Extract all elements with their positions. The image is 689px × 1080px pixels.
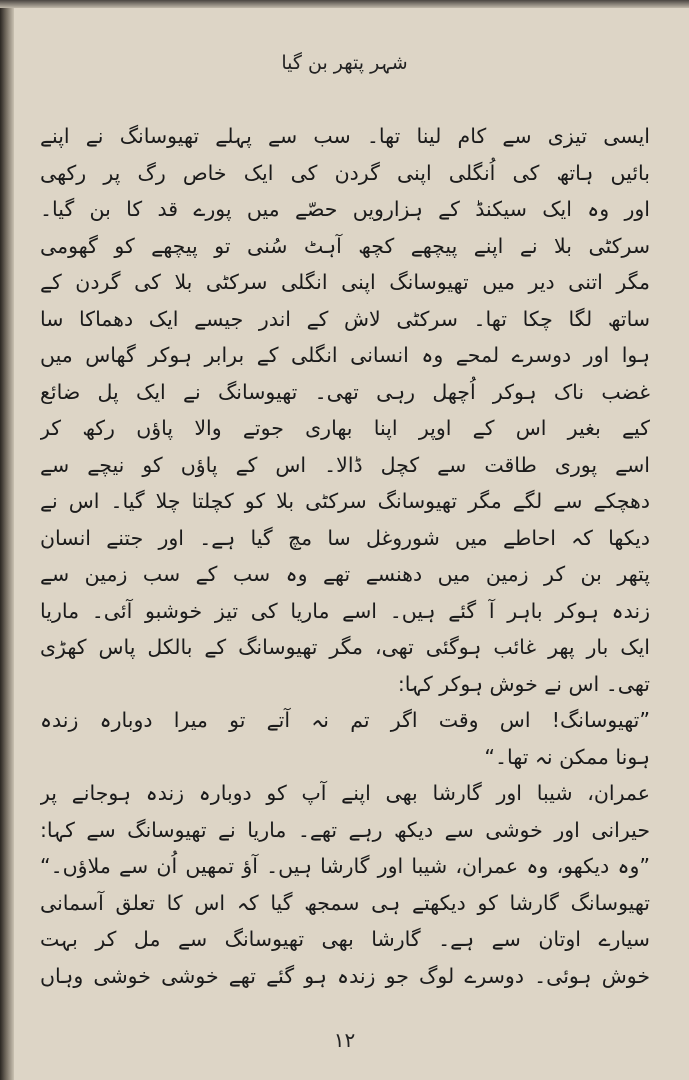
text-line: پتھر بن کر زمین میں دھنسے تھے وہ سب کے سب زمین سے [40,562,650,586]
text-line: ”تھیوسانگ! اس وقت اگر تم نہ آتے تو میرا دوبارہ زندہ [40,708,650,732]
text-line: کیے بغیر اس کے اوپر اپنا بھاری جوتے والا پاؤں رکھ کر [40,416,650,440]
text-line: اسے پوری طاقت سے کچل ڈالا۔ اس کے پاؤں کو نیچے سے [40,452,650,477]
page-top-edge [0,0,689,8]
text-line: دھچکے سے لگے مگر تھیوسانگ سرکٹی بلا کو کچلتا چلا گیا۔ اس نے [40,489,650,513]
body-text [40,118,650,994]
text-line: ایسی تیزی سے کام لینا تھا۔ سب سے پہلے تھیوسانگ نے اپنے [40,124,650,148]
text-line: زندہ ہوکر باہر آ گئے ہیں۔ اسے ماریا کی تیز خوشبو آئی۔ ماریا [40,598,650,623]
text-line: خوش ہوئی۔ دوسرے لوگ جو زندہ ہو گئے تھے خوشی خوشی وہاں [40,963,650,988]
text-line: عمران، شیبا اور گارشا بھی اپنے آپ کو دوبارہ زندہ ہوجانے پر [40,781,650,805]
text-line: تھیوسانگ گارشا کو دیکھتے ہی سمجھ گیا کہ اس کا تعلق آسمانی [40,890,650,915]
text-line: اور وہ ایک سیکنڈ کے ہزارویں حصّے میں پورے قد کا بن گیا۔ [40,197,650,221]
text-line: حیرانی اور خوشی سے دیکھ رہے تھے۔ ماریا نے تھیوسانگ سے کہا: [40,817,650,842]
book-spine-shadow [0,0,14,1080]
text-line: ہوا اور دوسرے لمحے وہ انسانی انگلی کے برابر ہوکر گھاس میں [40,343,650,367]
text-line: ”وہ دیکھو، وہ عمران، شیبا اور گارشا ہیں۔ آؤ تمھیں اُن سے ملاؤں۔“ [40,854,650,878]
page-number: ١٢ [333,1028,356,1052]
text-line: تھی۔ اس نے خوش ہوکر کہا: [397,671,650,696]
text-line: سرکٹی بلا نے اپنے پیچھے کچھ آہٹ سُنی تو پیچھے کو گھومی [40,233,650,258]
text-line: ایک بار پھر غائب ہوگئی تھی، مگر تھیوسانگ کے بالکل پاس کھڑی [40,635,650,659]
running-header: شہر پتھر بن گیا [281,52,408,74]
text-line: دیکھا کہ احاطے میں شوروغل سا مچ گیا ہے۔ اور جتنے انسان [40,525,650,550]
text-line: ساتھ لگا چکا تھا۔ سرکٹی لاش کے اندر جیسے ایک دھماکا سا [40,306,650,331]
text-line: غضب ناک ہوکر اُچھل رہی تھی۔ تھیوسانگ نے ایک پل ضائع [40,379,650,404]
text-line: ہونا ممکن نہ تھا۔“ [484,744,650,769]
text-line: بائیں ہاتھ کی اُنگلی اپنی گردن کی ایک خاص رگ پر رکھی [40,160,650,185]
text-line: سیارے اوتان سے ہے۔ گارشا بھی تھیوسانگ سے مل کر بہت [40,927,650,951]
text-line: مگر اتنی دیر میں تھیوسانگ اپنی انگلی سرکٹی بلا کی گردن کے [40,270,650,294]
